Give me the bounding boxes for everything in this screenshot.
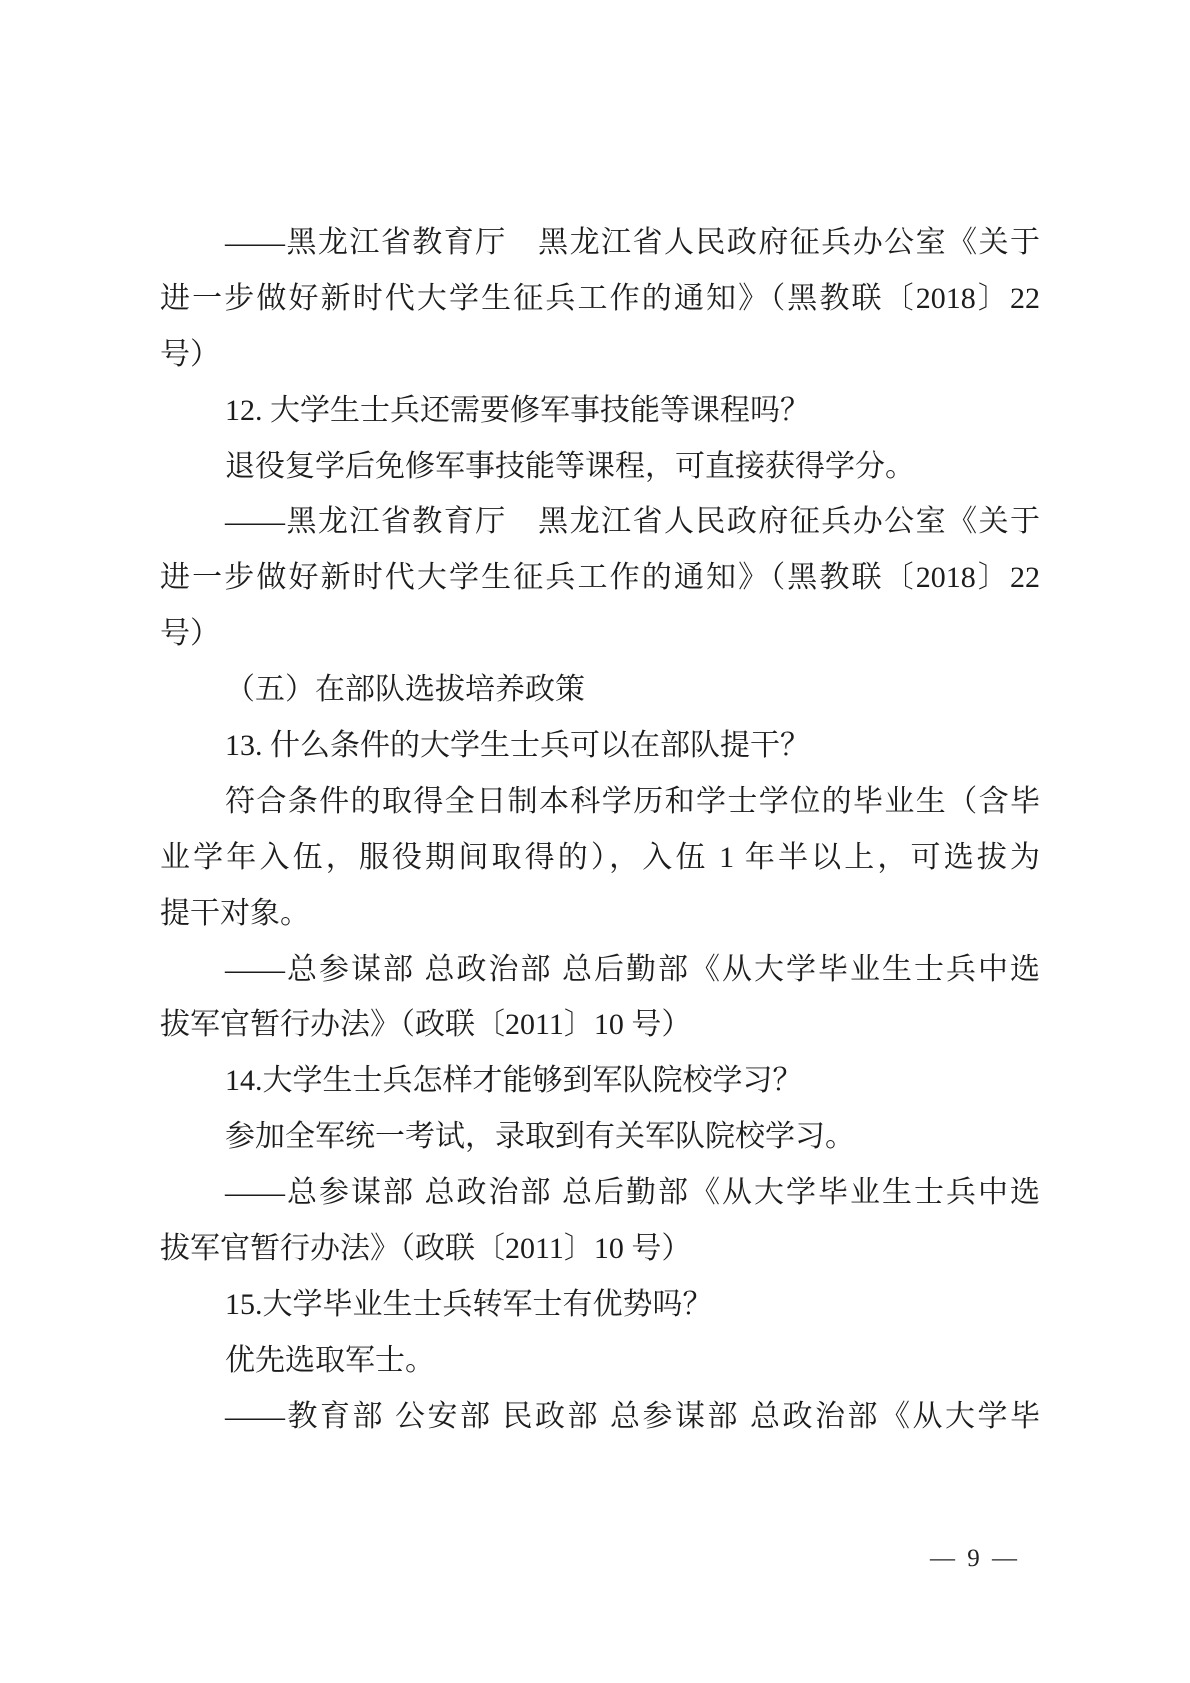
- text-line: ——黑龙江省教育厅 黑龙江省人民政府征兵办公室《关于: [225, 505, 1040, 539]
- text-line: 13. 什么条件的大学生士兵可以在部队提干？: [225, 729, 810, 763]
- text-line: 进一步做好新时代大学生征兵工作的通知》（黑教联〔2018〕22: [160, 281, 1040, 315]
- text-line: 号）: [160, 617, 220, 651]
- text-line: 提干对象。: [160, 896, 310, 930]
- text-line: ——总参谋部 总政治部 总后勤部《从大学毕业生士兵中选: [225, 1176, 1040, 1210]
- text-line: ——总参谋部 总政治部 总后勤部《从大学毕业生士兵中选: [225, 952, 1040, 986]
- text-line: 拔军官暂行办法》（政联〔2011〕10 号）: [160, 1232, 692, 1266]
- text-line: 12. 大学生士兵还需要修军事技能等课程吗？: [225, 393, 810, 427]
- text-line: 优先选取军士。: [225, 1343, 435, 1377]
- text-line: 号）: [160, 337, 220, 371]
- text-line: ——黑龙江省教育厅 黑龙江省人民政府征兵办公室《关于: [225, 226, 1040, 259]
- page-number: — 9 —: [930, 1545, 1020, 1572]
- document-body-text: [160, 215, 1040, 1445]
- text-line: （五）在部队选拔培养政策: [225, 673, 585, 707]
- text-line: 业学年入伍，服役期间取得的），入伍 1 年半以上，可选拔为: [160, 840, 1040, 874]
- text-line: 14.大学生士兵怎样才能够到军队院校学习？: [225, 1064, 803, 1098]
- text-line: 符合条件的取得全日制本科学历和学士学位的毕业生（含毕: [225, 784, 1040, 818]
- text-line: 进一步做好新时代大学生征兵工作的通知》（黑教联〔2018〕22: [160, 561, 1040, 595]
- text-line: 退役复学后免修军事技能等课程，可直接获得学分。: [225, 449, 915, 483]
- text-line: 15.大学毕业生士兵转军士有优势吗？: [225, 1287, 713, 1321]
- text-line: ——教育部 公安部 民政部 总参谋部 总政治部《从大学毕: [225, 1399, 1040, 1433]
- text-line: 参加全军统一考试，录取到有关军队院校学习。: [225, 1120, 855, 1154]
- text-line: 拔军官暂行办法》（政联〔2011〕10 号）: [160, 1008, 692, 1042]
